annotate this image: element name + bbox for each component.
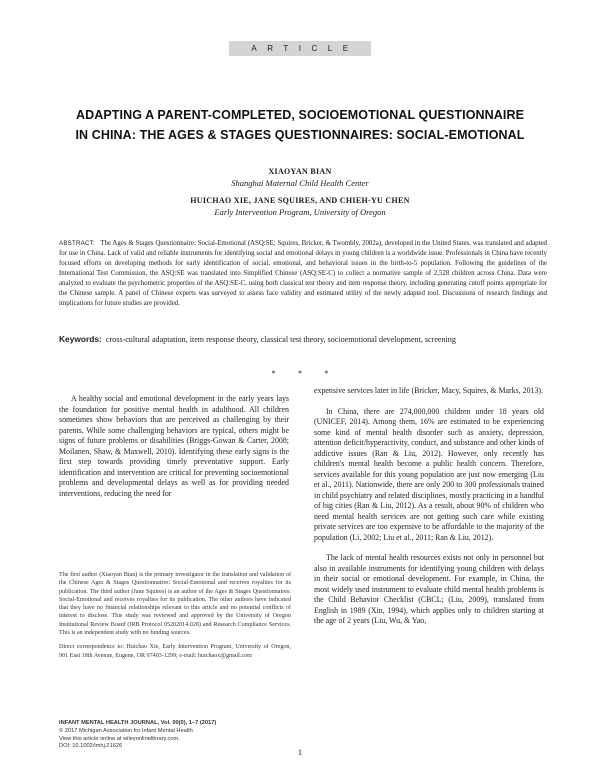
abstract (59, 239, 547, 309)
body-paragraph: The lack of mental health resources exists not only in personnel but also in available instruments for identifying young children with delays in their social or emotional development. For example, in China, the most widely used instrument to evaluate child mental health problems is the Child Behavior Checklist (CBCL; (Liu, 2009), translated from English in 1989 (Xin, 1994), which applies only to children starting at the age of 2 years (Liu, Wu, & Yao, (314, 553, 544, 625)
author-affiliation-2: Early Intervention Program, University of Oregon (214, 207, 386, 217)
body-column-left (59, 394, 289, 499)
body-paragraph: In China, there are 274,000,000 children under 18 years old (UNICEF, 2014). Among them, 16% are estimated to be experiencing some kind of mental health disorder such as anxiety, depression, attention deficit/hyperactivity, conduct, and substance and other kinds of addictive issues (Ran & Liu, 2012). However, only recently has children's mental health become a public health concern. Therefore, services available for this young population are just now emerging (Liu et al., 2011). Nationwide, there are only 200 to 300 professionals trained in child psychiatry and related disciplines, mostly practicing in a handful of big cities (Ran & Liu, 2012). As a result, about 90% of children who need mental health services are not getting such care while existing private services are too expensive to be affordable to the majority of the population (Li, 2002; Liu et al., 2011; Ran & Liu, 2012). (314, 406, 544, 542)
author-affiliation-1: Shanghai Maternal Child Health Center (231, 178, 369, 188)
article-title-line-1: ADAPTING A PARENT-COMPLETED, SOCIOEMOTIONAL QUESTIONNAIRE (75, 108, 525, 122)
page-number: 1 (297, 747, 303, 757)
keywords-label: Keywords: (59, 334, 102, 344)
article-type-label: ARTICLE (229, 41, 371, 56)
body-paragraph: A healthy social and emotional development in the early years lays the foundation for positive mental health in adulthood. All children sometimes show behaviors that are perceived as challenging by their parents. While some challenging behaviors are typical, others might be signs of future problems or disabilities (Briggs-Gowan & Carter, 2008; Moilanen, Shaw, & Maxwell, 2010). Identifying these early signs is the first step towards providing timely preventative support. Early identification and intervention are critical for preventing socioemotional problems and developmental delays as well as for providing needed interventions, reducing the need for (59, 394, 289, 498)
journal-citation: INFANT MENTAL HEALTH JOURNAL, Vol. 00(0), 1–7 (2017) (59, 720, 217, 726)
disclosure-note: The first author (Xiaoyan Bian) is the primary investigator in the translation and validation of the Chinese Ages & Stages Questionnaires: Social-Emotional and receives royalties for its publication. The third author (Jane Squires) is an author of the Ages & Stages Questionnaires: Social-Emotional and receives royalties for its publication. The other authors have indicated that they have no financial relationships relevant to this article and no potential conflicts of interest to disclose. This study was reviewed and approved by the University of Oregon Institutional Review Board (IRB Protocol 05202014.028) and Research Compliance Services. This is an independent study with no funding sources. (59, 572, 291, 637)
correspondence-note: Direct correspondence to: Huichao Xie, Early Intervention Program, University of Oregon, 901 East 18th Avenue, Eugene, OR 97403-1299; e-mail: huichaox@gmail.com (59, 644, 291, 659)
abstract-label: ABSTRACT: (59, 240, 95, 247)
doi: DOI: 10.1002/imhj.21626 (59, 743, 123, 750)
copyright: © 2017 Michigan Association for Infant Mental Health (59, 727, 193, 734)
keywords (59, 334, 549, 344)
footnote (59, 571, 291, 660)
article-title-line-2: IN CHINA: THE AGES & STAGES QUESTIONNAIRES: SOCIAL-EMOTIONAL (75, 128, 525, 142)
abstract-text: The Ages & Stages Questionnaire: Social-Emotional (ASQ:SE; Squires, Bricker, & Twombly, 2002a), developed in the United States, was translated and adapted for use in China. Lack of valid and reliable instruments for identifying social and emotional delays in young children is a worldwide issue. Professionals in China have recently focused efforts on developing methods for early identification of social, emotional, and behavioral issues in the birth-to-5 population. Following the guidelines of the International Test Commission, the ASQ:SE was translated into Simplified Chinese (ASQ:SE-C) to collect a normative sample of 2,528 children across China. Data were analyzed to evaluate the psychometric properties of the ASQ:SE-C, using both classical test theory and item response theory, including generating cutoff points appropriate for the Chinese sample. A panel of Chinese experts was surveyed to assess face validity and estimated utility of the newly adapted tool. Discussions of research findings and implications for future studies are provided. (59, 240, 547, 308)
online-notice: View this article online at wileyonlinelibrary.com. (59, 735, 180, 742)
body-paragraph: expensive services later in life (Bricker, Macy, Squires, & Marks, 2013). (314, 386, 544, 395)
keywords-text: cross-cultural adaptation, item response theory, classical test theory, socioemotional development, screening (105, 335, 456, 344)
section-separator: * * * (271, 368, 339, 378)
body-column-right (314, 386, 544, 627)
author-name-1: XIAOYAN BIAN (268, 167, 332, 176)
author-name-2: HUICHAO XIE, JANE SQUIRES, AND CHIEH-YU CHEN (190, 196, 410, 205)
